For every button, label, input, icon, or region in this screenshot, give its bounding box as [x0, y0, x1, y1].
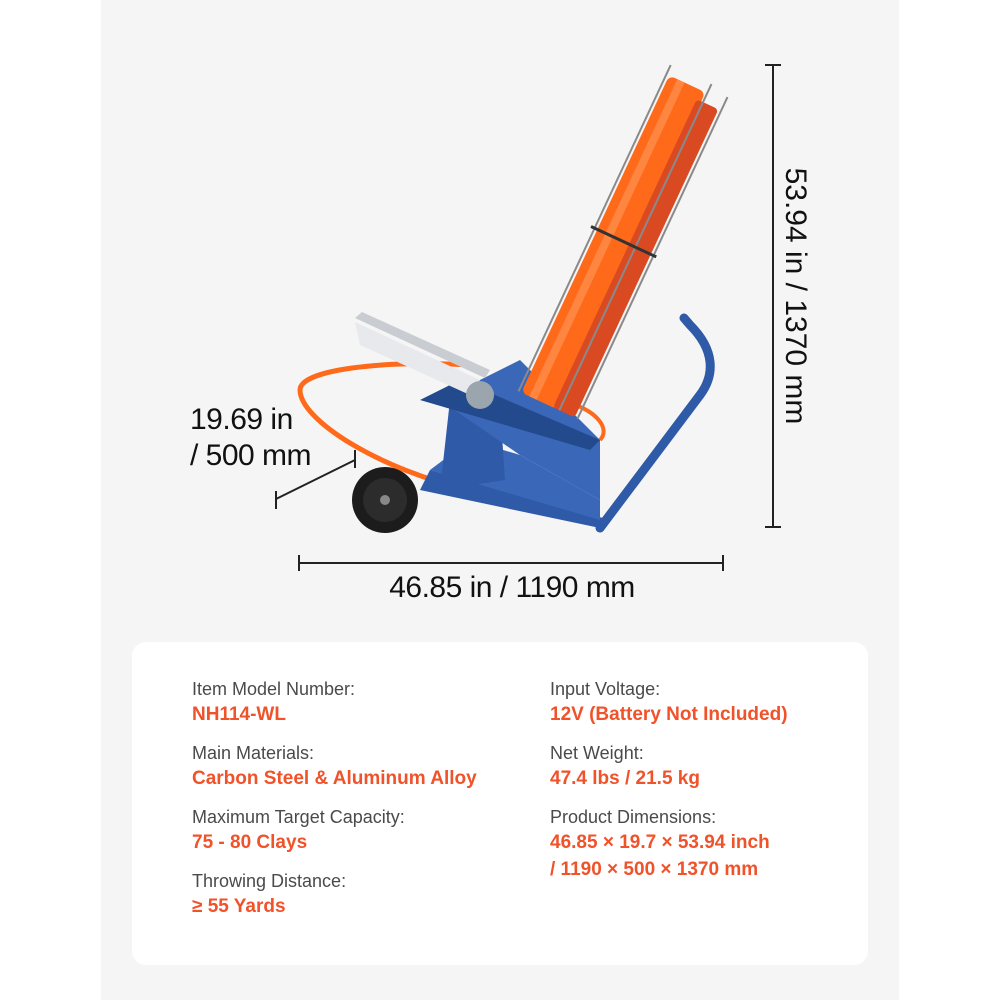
depth-imperial: 19.69 in [190, 403, 293, 436]
spec-materials [192, 741, 522, 792]
depth-dimension-label [190, 402, 311, 474]
spec-label: Maximum Target Capacity: [192, 807, 405, 827]
spec-label: Product Dimensions: [550, 807, 717, 827]
spec-label: Net Weight: [550, 743, 644, 763]
spec-value-line1: 46.85 × 19.7 × 53.94 inch [550, 832, 770, 853]
width-dimension-label: 46.85 in / 1190 mm [389, 571, 635, 604]
spec-label: Item Model Number: [192, 679, 356, 699]
spec-net-weight [550, 741, 850, 792]
clay-tube [515, 63, 732, 420]
spec-value-line2: / 1190 × 500 × 1370 mm [550, 859, 759, 880]
spec-column-left [192, 677, 522, 933]
height-dimension-label: 53.94 in / 1370 mm [779, 167, 812, 425]
spec-capacity [192, 805, 522, 856]
spec-value: 12V (Battery Not Included) [550, 704, 788, 725]
spec-model-number [192, 677, 522, 728]
spec-value: NH114-WL [192, 704, 286, 725]
depth-metric: / 500 mm [190, 439, 312, 472]
spec-input-voltage [550, 677, 850, 728]
spec-throwing-distance [192, 869, 522, 920]
wheel [352, 467, 418, 533]
handle [600, 318, 710, 528]
spec-value: 47.4 lbs / 21.5 kg [550, 768, 700, 789]
spec-product-dimensions [550, 805, 850, 883]
spec-label: Main Materials: [192, 743, 315, 763]
spec-label: Throwing Distance: [192, 871, 347, 891]
spec-card [132, 642, 868, 965]
spec-value: 75 - 80 Clays [192, 832, 308, 853]
spec-value: ≥ 55 Yards [192, 896, 286, 917]
spec-column-right [550, 677, 850, 896]
spec-label: Input Voltage: [550, 679, 661, 699]
spec-value: Carbon Steel & Aluminum Alloy [192, 768, 477, 789]
